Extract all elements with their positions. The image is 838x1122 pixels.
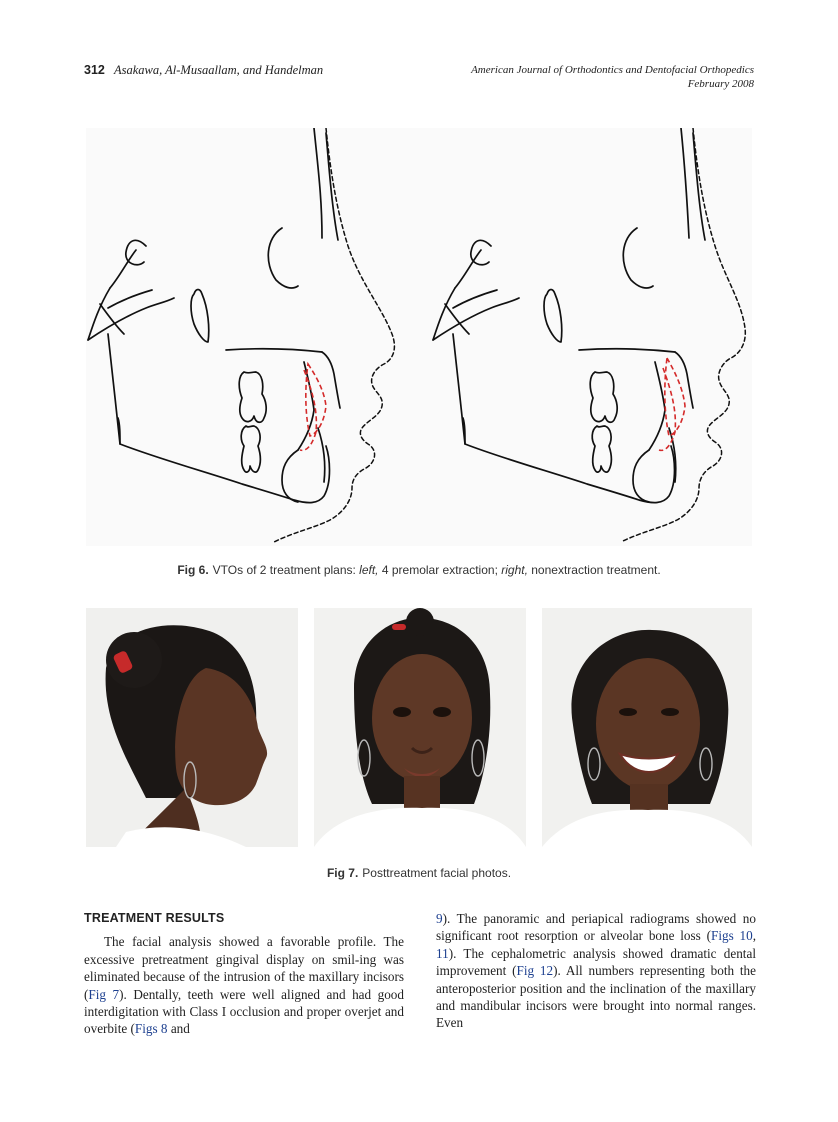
figure-reference-link[interactable]: 9 (436, 911, 443, 926)
caption-left-word: left, (359, 563, 379, 577)
caption-part: nonextraction treatment. (527, 563, 661, 577)
profile-photo-image (86, 608, 298, 847)
figure-reference-link[interactable]: Fig 12 (516, 963, 554, 979)
figure-reference-link[interactable]: Figs 10 (710, 928, 753, 944)
caption-part: 4 premolar extraction; (378, 563, 502, 577)
text-run: , (752, 928, 756, 944)
photo-frontal (314, 608, 526, 847)
section-heading: TREATMENT RESULTS (84, 911, 225, 925)
figure-reference-link[interactable]: Fig 7 (88, 986, 120, 1002)
page-number: 312 (84, 63, 105, 77)
text-run: ). The cephalometric analysis showed dramatic dental improvement ( (436, 945, 756, 979)
photo-smiling (542, 608, 752, 847)
caption-right-word: right, (501, 563, 528, 577)
figure-6-label: Fig 6. (177, 563, 209, 577)
caption-part: VTOs of 2 treatment plans: (212, 563, 360, 577)
text-run: and (167, 1021, 190, 1037)
header-left (84, 63, 323, 78)
figure-7-label: Fig 7. (326, 866, 359, 880)
paragraph-treatment-results (84, 933, 404, 1037)
vto-tracing-extraction (86, 128, 419, 546)
text-run: ). All numbers representing both the anteroposterior position and the inclination of the maxillary and mandibular incisors were brought into normal ranges. Even (436, 963, 756, 1031)
header-right (471, 63, 754, 91)
figure-reference-link[interactable]: 11 (436, 945, 449, 961)
running-header (84, 63, 754, 97)
figure-reference-link[interactable]: Figs 8 (134, 1021, 168, 1037)
vto-tracing-nonextraction (419, 128, 752, 546)
paragraph-continued (436, 910, 756, 1032)
header-authors: Asakawa, Al-Musaallam, and Handelman (113, 63, 324, 77)
text-run: The facial analysis showed a favorable profile. The excessive pretreatment gingival display on smil-ing was eliminated because of the intrusion of the maxillary incisors ( (84, 934, 404, 1002)
smiling-photo-image (542, 608, 752, 847)
figure-6-vto-tracings (86, 128, 752, 546)
journal-name: American Journal of Orthodontics and Dentofacial Orthopedics (471, 64, 754, 76)
text-run: ). The panoramic and periapical radiograms showed no significant root resorption or alveolar bone loss ( (436, 911, 756, 944)
figure-7-photos (86, 608, 752, 847)
figure-7-caption (0, 866, 838, 880)
figure-6-caption (0, 563, 838, 577)
text-column-right (436, 910, 756, 1032)
text-column-left (84, 910, 404, 1038)
photo-profile (86, 608, 298, 847)
journal-issue: February 2008 (687, 78, 754, 90)
frontal-photo-image (314, 608, 526, 847)
text-run: ). Dentally, teeth were well aligned and had good interdigitation with Class I occlusion and proper overjet and overbite ( (84, 986, 404, 1037)
figure-7-caption-text: Posttreatment facial photos. (362, 866, 512, 880)
